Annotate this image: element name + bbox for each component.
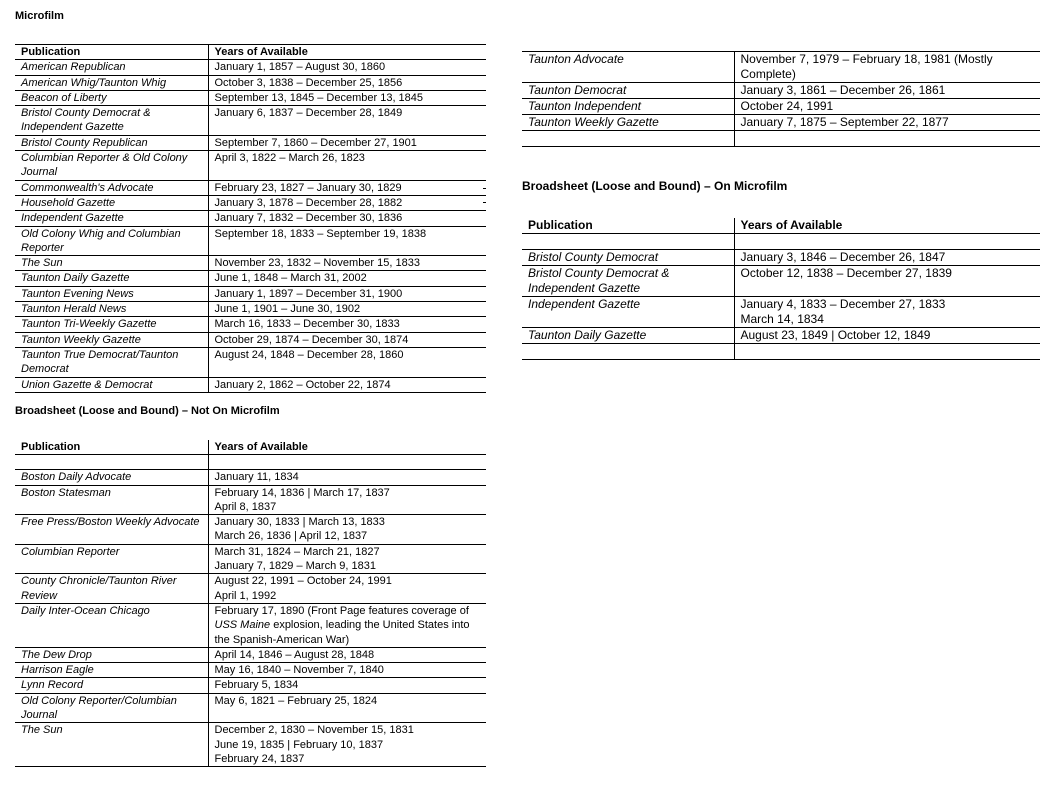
publication-cell: Columbian Reporter — [15, 544, 208, 574]
empty-cell — [734, 344, 1040, 360]
years-cell: April 3, 1822 – March 26, 1823 — [208, 151, 486, 181]
table-row — [15, 211, 486, 226]
publication-cell: Taunton Daily Gazette — [522, 328, 734, 344]
years-cell: January 1, 1857 – August 30, 1860 — [208, 60, 486, 75]
years-cell: January 3, 1861 – December 26, 1861 — [734, 83, 1040, 99]
years-line: January 4, 1833 – December 27, 1833 — [740, 297, 946, 311]
empty-cell — [522, 344, 734, 360]
publication-cell: Taunton Tri-Weekly Gazette — [15, 317, 208, 332]
empty-cell — [208, 455, 486, 470]
table-row — [15, 286, 486, 301]
years-line: April 1, 1992 — [214, 589, 277, 602]
empty-cell — [734, 234, 1040, 250]
years-cell: January 7, 1832 – December 30, 1836 — [208, 211, 486, 226]
years-cell — [734, 297, 1040, 328]
years-cell: September 7, 1860 – December 27, 1901 — [208, 135, 486, 150]
years-cell: February 23, 1827 – January 30, 1829 — [208, 180, 486, 195]
table-row — [15, 195, 486, 210]
publication-cell: Daily Inter-Ocean Chicago — [15, 603, 208, 647]
table-row — [15, 226, 486, 256]
table-header-row — [15, 440, 486, 455]
years-cell: September 13, 1845 – December 13, 1845 — [208, 90, 486, 105]
table-header-row — [522, 218, 1040, 234]
table-row — [15, 347, 486, 377]
table-header-row — [15, 45, 486, 60]
publication-cell: American Republican — [15, 60, 208, 75]
not-on-microfilm-table — [15, 440, 486, 767]
years-cell: June 1, 1848 – March 31, 2002 — [208, 271, 486, 286]
years-cell: March 16, 1833 – December 30, 1833 — [208, 317, 486, 332]
table-row — [15, 574, 486, 604]
years-column-header: Years of Available — [208, 440, 486, 455]
table-row — [15, 544, 486, 574]
table-row — [522, 115, 1040, 131]
years-cell: January 6, 1837 – December 28, 1849 — [208, 106, 486, 136]
years-line: March 31, 1824 – March 21, 1827 — [214, 545, 380, 558]
publication-cell: Taunton Weekly Gazette — [522, 115, 734, 131]
years-line: August 22, 1991 – October 24, 1991 — [214, 575, 392, 588]
years-cell — [208, 693, 486, 723]
publication-cell: Taunton Weekly Gazette — [15, 332, 208, 347]
years-cell — [208, 663, 486, 678]
publication-cell: County Chronicle/Taunton River Review — [15, 574, 208, 604]
years-note-text: explosion, leading the United States into the Spanish-American War) — [214, 619, 470, 646]
ship-name: USS Maine — [214, 619, 271, 632]
table-row — [15, 60, 486, 75]
publication-column-header: Publication — [15, 45, 208, 60]
years-cell — [734, 250, 1040, 266]
table-row — [15, 302, 486, 317]
years-cell: October 29, 1874 – December 30, 1874 — [208, 332, 486, 347]
years-line: March 14, 1834 — [740, 312, 824, 326]
microfilm-continued-table — [522, 51, 1040, 147]
publication-cell: Taunton Democrat — [522, 83, 734, 99]
years-cell: November 7, 1979 – February 18, 1981 (Mostly Complete) — [734, 52, 1040, 83]
years-line: February 24, 1837 — [214, 752, 305, 765]
empty-cell — [15, 455, 208, 470]
years-line: August 23, 1849 | October 12, 1849 — [740, 328, 931, 342]
table-row — [15, 485, 486, 515]
years-cell — [208, 485, 486, 515]
years-cell: January 7, 1875 – September 22, 1877 — [734, 115, 1040, 131]
table-row — [522, 52, 1040, 83]
years-cell — [208, 574, 486, 604]
publication-cell: Taunton Advocate — [522, 52, 734, 83]
on-microfilm-heading: Broadsheet (Loose and Bound) – On Microfilm — [522, 179, 788, 193]
table-row — [15, 603, 486, 647]
years-line: June 19, 1835 | February 10, 1837 — [214, 738, 384, 751]
table-row — [15, 377, 486, 392]
table-row — [15, 180, 486, 195]
table-row — [15, 678, 486, 693]
table-row — [15, 256, 486, 271]
years-cell: September 18, 1833 – September 19, 1838 — [208, 226, 486, 256]
years-line: May 6, 1821 – February 25, 1824 — [214, 694, 378, 707]
publication-cell: Independent Gazette — [15, 211, 208, 226]
table-row — [15, 271, 486, 286]
years-cell: June 1, 1901 – June 30, 1902 — [208, 302, 486, 317]
table-row — [15, 647, 486, 662]
years-cell — [208, 723, 486, 767]
publication-cell: Lynn Record — [15, 678, 208, 693]
publication-cell: Household Gazette — [15, 195, 208, 210]
not-on-microfilm-heading: Broadsheet (Loose and Bound) – Not On Microfilm — [15, 405, 280, 417]
table-row-empty — [522, 234, 1040, 250]
table-row — [522, 250, 1040, 266]
table-row — [15, 470, 486, 485]
table-row — [15, 90, 486, 105]
publication-cell: Taunton Independent — [522, 99, 734, 115]
years-cell — [208, 515, 486, 545]
table-row — [15, 332, 486, 347]
publication-cell: Free Press/Boston Weekly Advocate — [15, 515, 208, 545]
years-line: January 11, 1834 — [214, 471, 299, 484]
publication-cell: Bristol County Democrat & Independent Gazette — [15, 106, 208, 136]
publication-cell: Taunton Daily Gazette — [15, 271, 208, 286]
table-row — [522, 99, 1040, 115]
years-cell — [208, 544, 486, 574]
years-cell — [208, 470, 486, 485]
years-line: December 2, 1830 – November 15, 1831 — [214, 724, 414, 737]
years-line: May 16, 1840 – November 7, 1840 — [214, 664, 384, 677]
publication-cell: Boston Statesman — [15, 485, 208, 515]
empty-cell — [522, 131, 734, 147]
years-line: January 30, 1833 | March 13, 1833 — [214, 516, 385, 529]
publication-cell: The Sun — [15, 723, 208, 767]
empty-cell — [734, 131, 1040, 147]
table-row — [522, 297, 1040, 328]
years-line: March 26, 1836 | April 12, 1837 — [214, 530, 368, 543]
years-line: April 8, 1837 — [214, 500, 277, 513]
table-row — [15, 663, 486, 678]
years-column-header: Years of Available — [208, 45, 486, 60]
publication-cell: Beacon of Liberty — [15, 90, 208, 105]
publication-cell: American Whig/Taunton Whig — [15, 75, 208, 90]
years-cell — [208, 678, 486, 693]
years-cell: January 3, 1878 – December 28, 1882 — [208, 195, 486, 210]
years-line: April 14, 1846 – August 28, 1848 — [214, 648, 375, 661]
years-cell: October 24, 1991 — [734, 99, 1040, 115]
table-row — [15, 151, 486, 181]
microfilm-table — [15, 44, 486, 393]
publication-cell: Independent Gazette — [522, 297, 734, 328]
table-row-empty — [522, 131, 1040, 147]
years-cell — [734, 266, 1040, 297]
on-microfilm-table — [522, 218, 1040, 360]
years-cell — [208, 647, 486, 662]
publication-cell: Old Colony Whig and Columbian Reporter — [15, 226, 208, 256]
years-cell: August 24, 1848 – December 28, 1860 — [208, 347, 486, 377]
years-cell — [208, 603, 486, 647]
years-line: February 14, 1836 | March 17, 1837 — [214, 486, 390, 499]
publication-cell: Taunton Herald News — [15, 302, 208, 317]
empty-cell — [522, 234, 734, 250]
publication-cell: Old Colony Reporter/Columbian Journal — [15, 693, 208, 723]
table-row — [522, 328, 1040, 344]
table-row — [15, 106, 486, 136]
years-note-text: February 17, 1890 (Front Page features coverage of — [214, 604, 469, 617]
publication-cell: Union Gazette & Democrat — [15, 377, 208, 392]
table-row — [15, 135, 486, 150]
table-row-empty — [15, 455, 486, 470]
years-column-header: Years of Available — [734, 218, 1040, 234]
years-cell: November 23, 1832 – November 15, 1833 — [208, 256, 486, 271]
years-cell: January 1, 1897 – December 31, 1900 — [208, 286, 486, 301]
publication-cell: Columbian Reporter & Old Colony Journal — [15, 151, 208, 181]
publication-cell: Harrison Eagle — [15, 663, 208, 678]
years-cell — [734, 328, 1040, 344]
publication-cell: Bristol County Democrat — [522, 250, 734, 266]
publication-cell: The Dew Drop — [15, 647, 208, 662]
table-row — [15, 515, 486, 545]
publication-column-header: Publication — [15, 440, 208, 455]
microfilm-heading: Microfilm — [15, 10, 64, 22]
publication-column-header: Publication — [522, 218, 734, 234]
years-line: February 5, 1834 — [214, 679, 299, 692]
table-row-empty — [522, 344, 1040, 360]
publication-cell: Bristol County Republican — [15, 135, 208, 150]
publication-cell: Taunton True Democrat/Taunton Democrat — [15, 347, 208, 377]
table-edge-mark — [483, 188, 486, 189]
publication-cell: Commonwealth's Advocate — [15, 180, 208, 195]
years-cell: October 3, 1838 – December 25, 1856 — [208, 75, 486, 90]
table-row — [522, 266, 1040, 297]
years-line: January 3, 1846 – December 26, 1847 — [740, 250, 946, 264]
table-row — [15, 723, 486, 767]
publication-cell: Taunton Evening News — [15, 286, 208, 301]
publication-cell: Bristol County Democrat & Independent Gazette — [522, 266, 734, 297]
years-line: January 7, 1829 – March 9, 1831 — [214, 560, 376, 573]
table-edge-mark — [483, 202, 486, 203]
years-cell: January 2, 1862 – October 22, 1874 — [208, 377, 486, 392]
publication-cell: Boston Daily Advocate — [15, 470, 208, 485]
years-line: October 12, 1838 – December 27, 1839 — [740, 266, 952, 280]
publication-cell: The Sun — [15, 256, 208, 271]
table-row — [15, 693, 486, 723]
table-row — [15, 317, 486, 332]
table-row — [15, 75, 486, 90]
table-row — [522, 83, 1040, 99]
